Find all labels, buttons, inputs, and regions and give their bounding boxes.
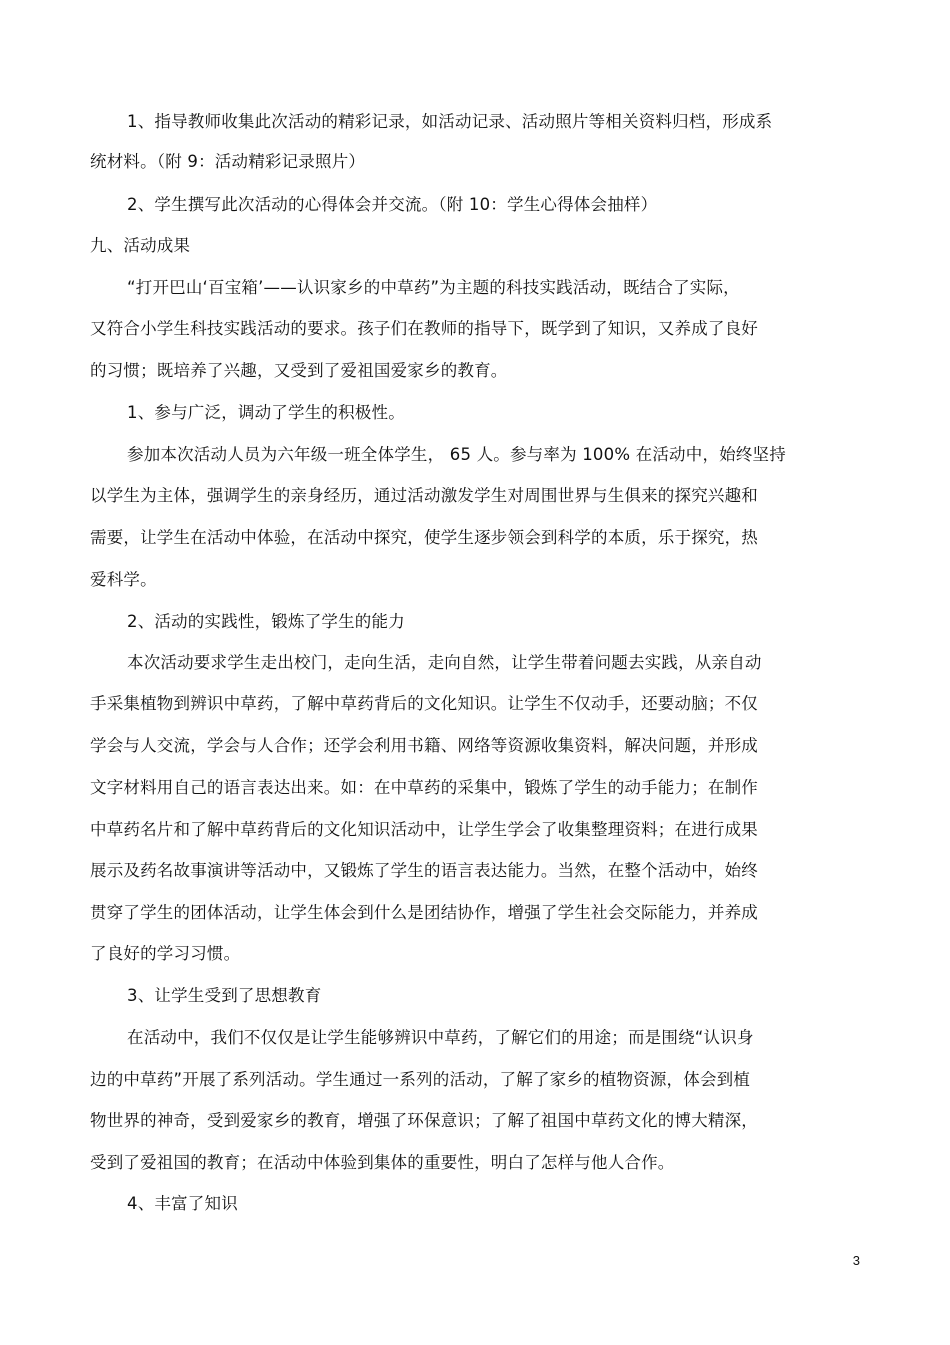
- text-line: 文字材料用自己的语言表达出来。如：在中草药的采集中，锻炼了学生的动手能力；在制作: [90, 778, 758, 797]
- text-line: 以学生为主体，强调学生的亲身经历，通过活动激发学生对周围世界与生俱来的探究兴趣和: [90, 486, 758, 505]
- text-line: 1、指导教师收集此次活动的精彩记录，如活动记录、活动照片等相关资料归档，形成系: [127, 112, 773, 131]
- subheading: 2、活动的实践性，锻炼了学生的能力: [127, 612, 405, 631]
- text-line: 受到了爱祖国的教育；在活动中体验到集体的重要性，明白了怎样与他人合作。: [90, 1153, 675, 1172]
- text-line: 展示及药名故事演讲等活动中，又锻炼了学生的语言表达能力。当然，在整个活动中，始终: [90, 861, 758, 880]
- subheading: 3、让学生受到了思想教育: [127, 986, 322, 1005]
- text-line: 的习惯；既培养了兴趣，又受到了爱祖国爱家乡的教育。: [90, 361, 508, 380]
- subheading: 4、丰富了知识: [127, 1194, 238, 1213]
- text-line: 中草药名片和了解中草药背后的文化知识活动中，让学生学会了收集整理资料；在进行成果: [90, 820, 758, 839]
- text-line: 学会与人交流，学会与人合作；还学会利用书籍、网络等资源收集资料，解决问题，并形成: [90, 736, 758, 755]
- text-line: 需要，让学生在活动中体验，在活动中探究，使学生逐步领会到科学的本质，乐于探究，热: [90, 528, 758, 547]
- section-heading: 九、活动成果: [90, 236, 191, 255]
- text-line: 爱科学。: [90, 570, 157, 589]
- subheading: 1、参与广泛，调动了学生的积极性。: [127, 403, 405, 422]
- text-line: 边的中草药”开展了系列活动。学生通过一系列的活动，了解了家乡的植物资源，体会到植: [90, 1070, 751, 1089]
- page-number: 3: [852, 1253, 860, 1268]
- text-line: 本次活动要求学生走出校门，走向生活，走向自然，让学生带着问题去实践，从亲自动: [127, 653, 762, 672]
- text-line: 统材料。（附 9：活动精彩记录照片）: [90, 152, 366, 171]
- text-line: 手采集植物到辨识中草药，了解中草药背后的文化知识。让学生不仅动手，还要动脑；不仅: [90, 694, 758, 713]
- text-line: 又符合小学生科技实践活动的要求。孩子们在教师的指导下，既学到了知识，又养成了良好: [90, 319, 758, 338]
- text-line: 物世界的神奇，受到爱家乡的教育，增强了环保意识；了解了祖国中草药文化的博大精深，: [90, 1111, 758, 1130]
- text-line: 贯穿了学生的团体活动，让学生体会到什么是团结协作，增强了学生社会交际能力，并养成: [90, 903, 758, 922]
- text-line: 了良好的学习习惯。: [90, 944, 241, 963]
- text-line: 在活动中，我们不仅仅是让学生能够辨识中草药，了解它们的用途；而是围绕“认识身: [127, 1028, 754, 1047]
- text-line: 2、学生撰写此次活动的心得体会并交流。（附 10：学生心得体会抽样）: [127, 195, 658, 214]
- text-line: 参加本次活动人员为六年级一班全体学生， 65 人。参与率为 100% 在活动中，始终坚持: [127, 445, 786, 464]
- text-line: “打开巴山‘百宝箱’——认识家乡的中草药”为主题的科技实践活动，既结合了实际，: [127, 278, 740, 297]
